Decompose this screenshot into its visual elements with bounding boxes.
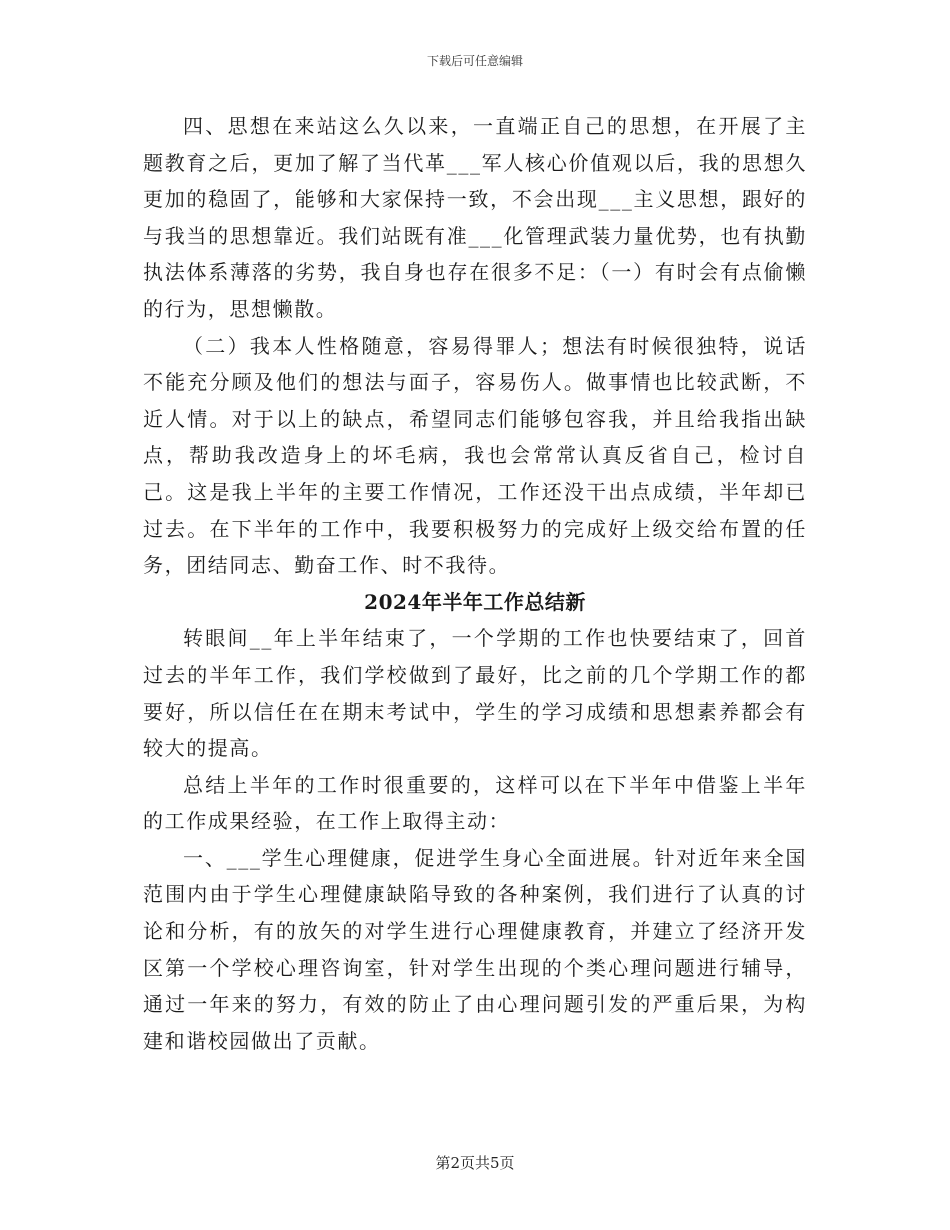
paragraph-thought: 四、思想在来站这么久以来，一直端正自己的思想，在开展了主题教育之后，更加了解了当代革___军人核心价值观以后，我的思想久更加的稳固了，能够和大家保持一致，不会出现___主义思想，跟好的与我当的思想靠近。我们站既有准___化管理武装力量优势，也有执勤执法体系薄落的劣势，我自身也存在很多不足：（一）有时会有点偷懒的行为，思想懒散。 [143, 114, 807, 321]
paragraph-summary-importance: 总结上半年的工作时很重要的，这样可以在下半年中借鉴上半年的工作成果经验，在工作上取得主动： [143, 772, 807, 834]
paragraph-shortcomings: （二）我本人性格随意，容易得罪人；想法有时候很独特，说话不能充分顾及他们的想法与面子，容易伤人。做事情也比较武断，不近人情。对于以上的缺点，希望同志们能够包容我，并且给我指出缺点，帮助我改造身上的坏毛病，我也会常常认真反省自己，检讨自己。这是我上半年的主要工作情况，工作还没干出点成绩，半年却已过去。在下半年的工作中，我要积极努力的完成好上级交给布置的任务，团结同志、勤奋工作、时不我待。 [143, 333, 807, 578]
page-header: 下载后可任意编辑 [426, 54, 523, 68]
document-body [143, 108, 807, 1059]
paragraph-intro: 转眼间__年上半年结束了，一个学期的工作也快要结束了，回首过去的半年工作，我们学校做到了最好，比之前的几个学期工作的都要好，所以信任在在期末考试中，学生的学习成绩和思想素养都会有较大的提高。 [143, 626, 807, 761]
paragraph-mental-health: 一、___学生心理健康，促进学生身心全面进展。针对近年来全国范围内由于学生心理健康缺陷导致的各种案例，我们进行了认真的讨论和分析，有的放矢的对学生进行心理健康教育，并建立了经济开发区第一个学校心理咨询室，针对学生出现的个类心理问题进行辅导，通过一年来的努力，有效的防止了由心理问题引发的严重后果，为构建和谐校园做出了贡献。 [143, 845, 807, 1053]
section-title: 2024年半年工作总结新 [364, 589, 586, 614]
page-number: 第2页共5页 [435, 1154, 515, 1172]
